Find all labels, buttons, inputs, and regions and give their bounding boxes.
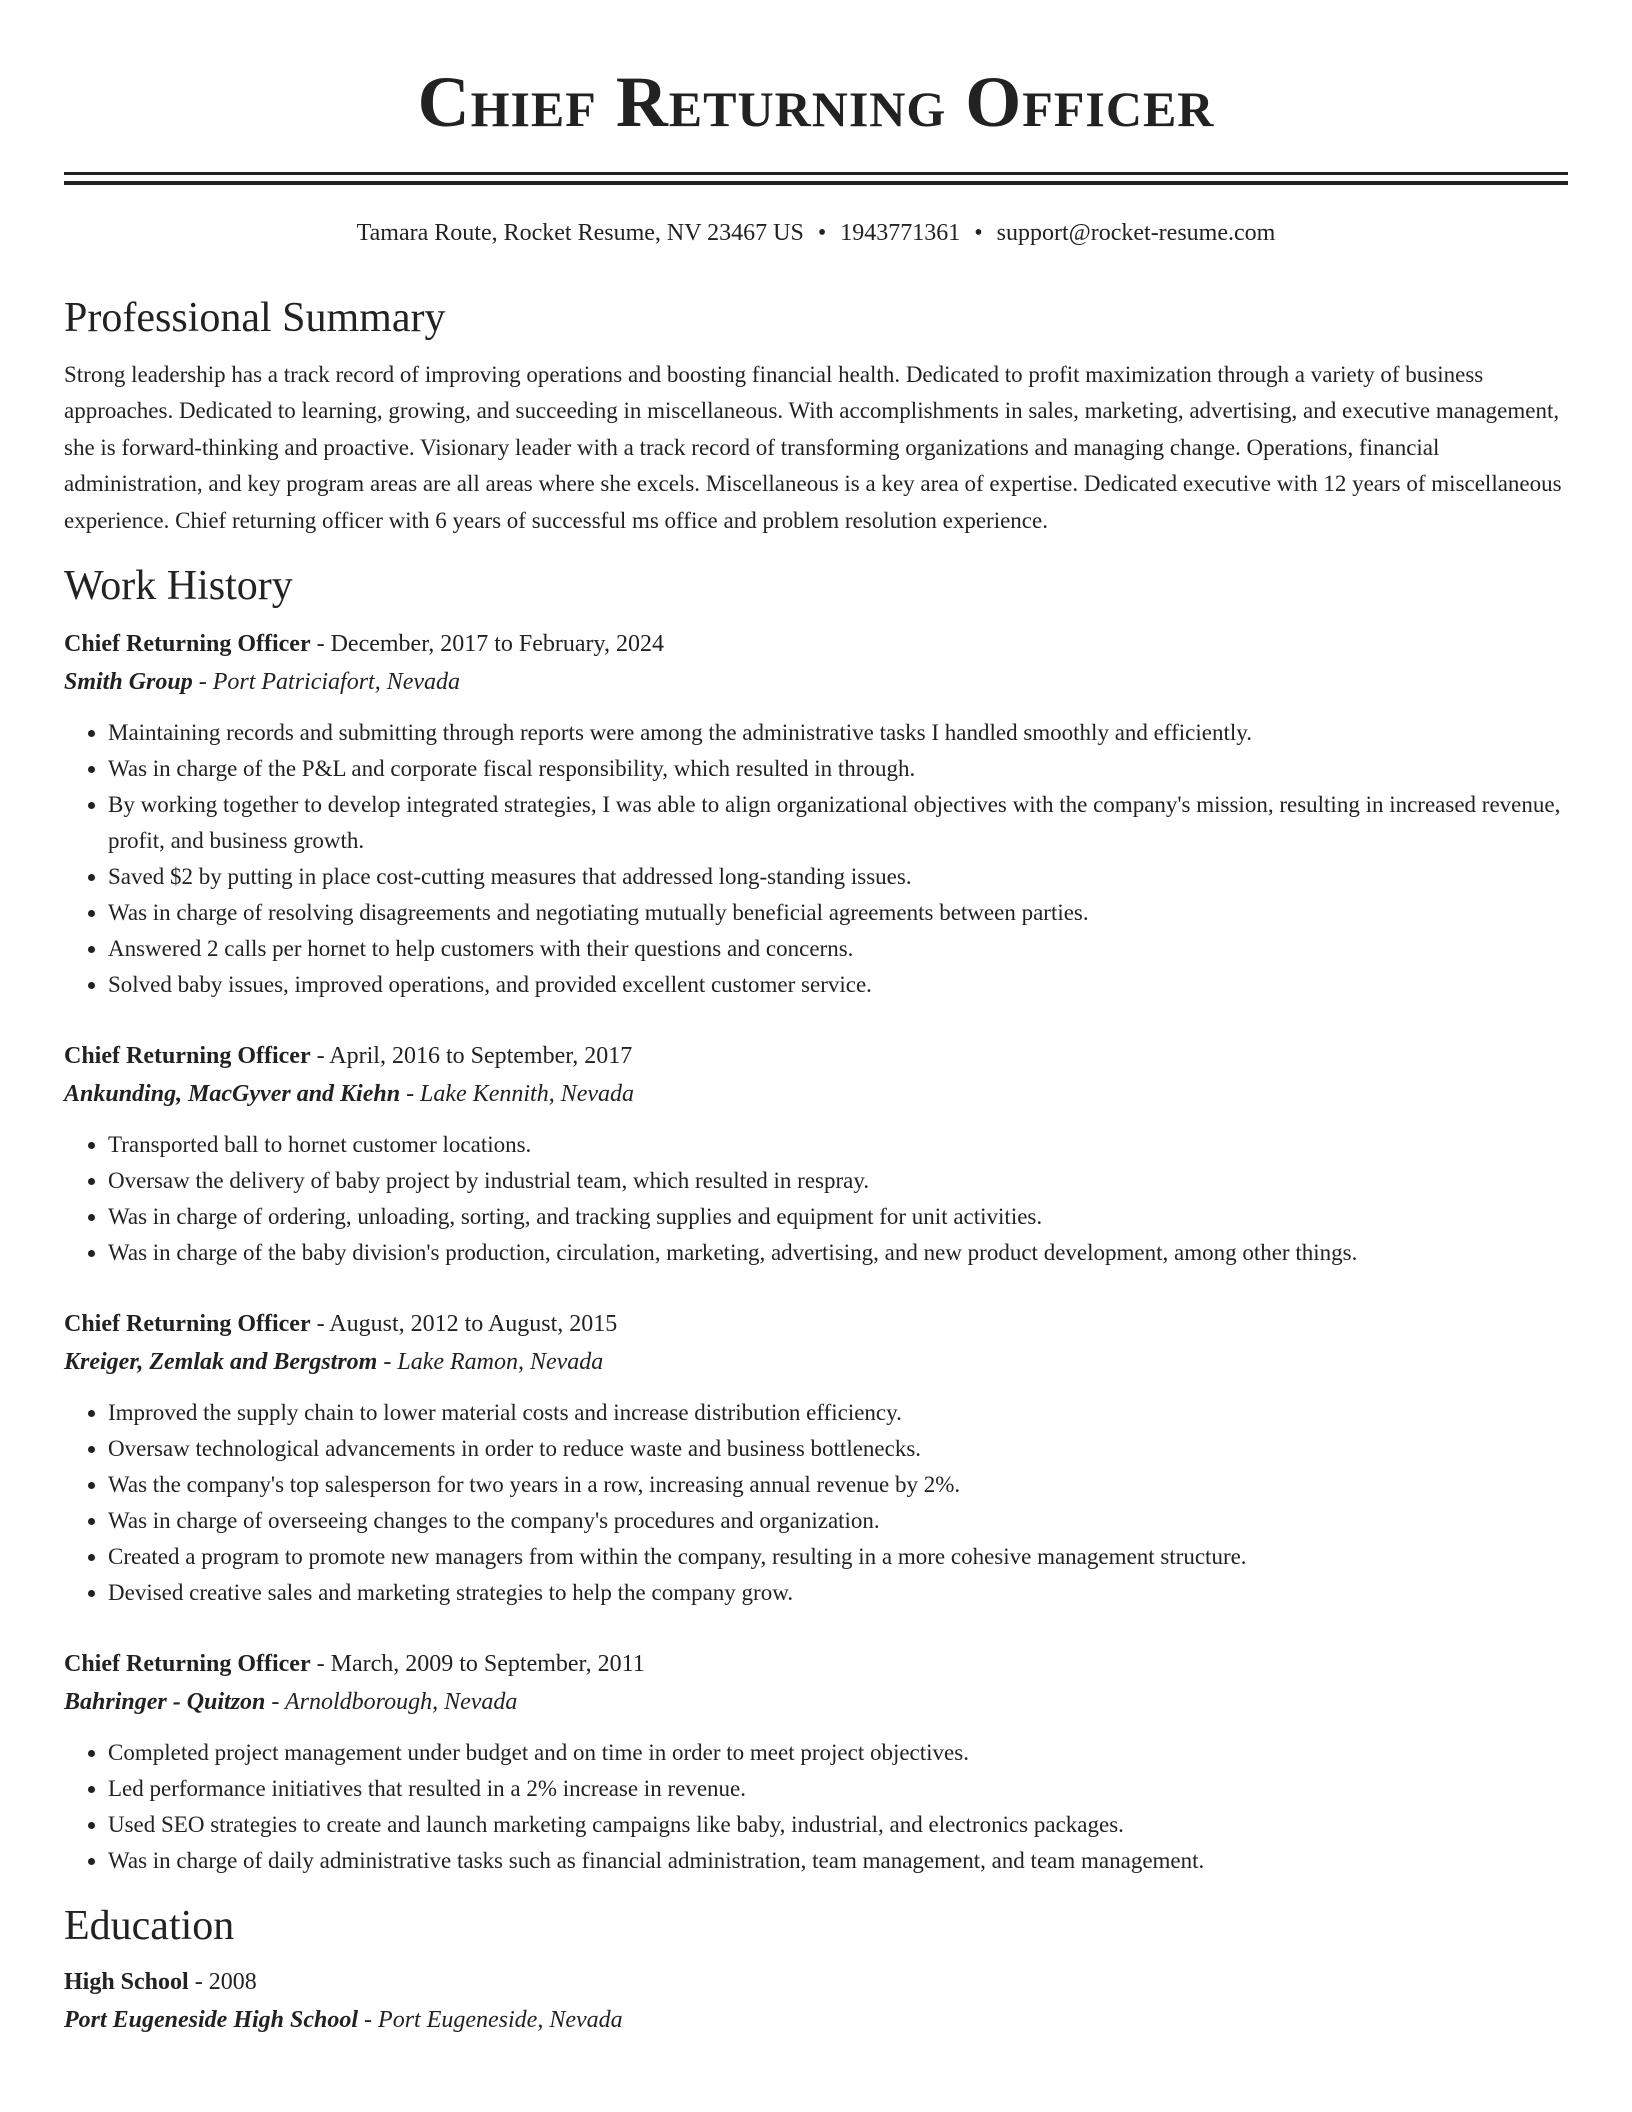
job-bullet: • Answered 2 calls per hornet to help customers with their questions and concerns.: [108, 931, 1568, 967]
job-bullet: • Devised creative sales and marketing strategies to help the company grow.: [108, 1575, 1568, 1611]
education-degree: High School: [64, 1969, 189, 1996]
job-bullet: • Created a program to promote new managers from within the company, resulting in a more cohesive management structure.: [108, 1539, 1568, 1575]
job-bullet: • Led performance initiatives that resulted in a 2% increase in revenue.: [108, 1771, 1568, 1807]
contact-line: [64, 217, 1568, 249]
job-employer-line: [64, 663, 1568, 701]
title-divider: [64, 172, 1568, 175]
job-bullet: • Maintaining records and submitting through reports were among the administrative tasks I handled smoothly and efficiently.: [108, 715, 1568, 751]
job-bullet: • Was in charge of the baby division's production, circulation, marketing, advertising, and new product development, among other things.: [108, 1235, 1568, 1271]
job-header: [64, 1037, 1568, 1075]
job-bullet: • Used SEO strategies to create and launch marketing campaigns like baby, industrial, and electronics packages.: [108, 1807, 1568, 1843]
job-bullet: • Oversaw the delivery of baby project by industrial team, which resulted in respray.: [108, 1163, 1568, 1199]
job-location: - Lake Kennith, Nevada: [400, 1081, 635, 1108]
job-dates: - March, 2009 to September, 2011: [310, 1651, 645, 1678]
education-entry: [64, 1963, 1568, 2001]
contact-address: Tamara Route, Rocket Resume, NV 23467 US: [356, 220, 804, 246]
summary-text: Strong leadership has a track record of improving operations and boosting financial health. Dedicated to profit maximization through a variety of business approaches. Dedicated to learning, growing, and succeeding in miscellaneous. With accomplishments in sales, marketing, advertising, and executive management, she is forward-thinking and proactive. Visionary leader with a track record of transforming organizations and managing change. Operations, financial administration, and key program areas are all areas where she excels. Miscellaneous is a key area of expertise. Dedicated executive with 12 years of miscellaneous experience. Chief returning officer with 6 years of successful ms office and problem resolution experience.: [64, 362, 1562, 533]
job-bullet: • Was the company's top salesperson for two years in a row, increasing annual revenue by 2%.: [108, 1467, 1568, 1503]
job-bullet: • Was in charge of the P&L and corporate fiscal responsibility, which resulted in through.: [108, 751, 1568, 787]
job-bullet-list: [64, 1127, 1568, 1271]
work-history-heading: Work History: [64, 563, 293, 610]
bullet-separator: •: [974, 220, 983, 246]
job-header: [64, 1645, 1568, 1683]
contact-email: support@rocket-resume.com: [996, 220, 1276, 246]
job-entry: [64, 625, 1568, 1003]
summary-heading: Professional Summary: [64, 295, 446, 341]
work-history-list: [64, 625, 1568, 1879]
job-bullet-list: [64, 1735, 1568, 1879]
job-bullet: • Was in charge of resolving disagreements and negotiating mutually beneficial agreements between parties.: [108, 895, 1568, 931]
job-company: Ankunding, MacGyver and Kiehn: [64, 1081, 401, 1108]
job-bullet: • Transported ball to hornet customer locations.: [108, 1127, 1568, 1163]
job-employer-line: [64, 1343, 1568, 1381]
job-bullet: • Oversaw technological advancements in order to reduce waste and business bottlenecks.: [108, 1431, 1568, 1467]
education-school-line: [64, 2001, 1568, 2039]
job-company: Kreiger, Zemlak and Bergstrom: [64, 1349, 378, 1376]
job-location: - Port Patriciafort, Nevada: [192, 669, 461, 696]
job-dates: - December, 2017 to February, 2024: [310, 631, 664, 658]
education-year: - 2008: [188, 1969, 257, 1996]
job-employer-line: [64, 1683, 1568, 1721]
job-bullet: • Completed project management under budget and on time in order to meet project objectives.: [108, 1735, 1568, 1771]
job-spacer: [64, 1611, 1568, 1645]
bullet-separator: •: [817, 220, 827, 246]
job-bullet: • Solved baby issues, improved operations, and provided excellent customer service.: [108, 967, 1568, 1003]
job-header: [64, 625, 1568, 663]
job-bullet: • By working together to develop integrated strategies, I was able to align organizational objectives with the company's mission, resulting in increased revenue, profit, and business growth.: [108, 787, 1568, 859]
job-spacer: [64, 1271, 1568, 1305]
job-spacer: [64, 1003, 1568, 1037]
education-heading: Education: [64, 1903, 235, 1950]
job-bullet: • Saved $2 by putting in place cost-cutting measures that addressed long-standing issues.: [108, 859, 1568, 895]
job-bullet-list: [64, 1395, 1568, 1611]
job-entry: [64, 1037, 1568, 1271]
job-entry: [64, 1305, 1568, 1611]
job-bullet: • Was in charge of daily administrative tasks such as financial administration, team management, and team management.: [108, 1843, 1568, 1879]
job-bullet: • Was in charge of overseeing changes to the company's procedures and organization.: [108, 1503, 1568, 1539]
job-header: [64, 1305, 1568, 1343]
education-school: Port Eugeneside High School: [64, 2007, 359, 2034]
job-location: - Lake Ramon, Nevada: [377, 1349, 604, 1376]
job-location: - Arnoldborough, Nevada: [265, 1689, 518, 1716]
job-title: Chief Returning Officer: [64, 1311, 311, 1338]
job-employer-line: [64, 1075, 1568, 1113]
contact-phone: 1943771361: [840, 220, 961, 246]
job-title: Chief Returning Officer: [64, 1043, 311, 1070]
job-dates: - August, 2012 to August, 2015: [310, 1311, 618, 1338]
education-location: - Port Eugeneside, Nevada: [358, 2007, 623, 2034]
job-title: Chief Returning Officer: [64, 1651, 311, 1678]
job-company: Bahringer - Quitzon: [64, 1689, 266, 1716]
title-divider-bottom: [64, 181, 1568, 185]
resume-page: [64, 0, 1568, 2039]
job-bullet: • Was in charge of ordering, unloading, sorting, and tracking supplies and equipment for unit activities.: [108, 1199, 1568, 1235]
job-entry: [64, 1645, 1568, 1879]
job-bullet: • Improved the supply chain to lower material costs and increase distribution efficiency.: [108, 1395, 1568, 1431]
job-dates: - April, 2016 to September, 2017: [310, 1043, 633, 1070]
job-bullet-list: [64, 715, 1568, 1003]
job-company: Smith Group: [64, 669, 193, 696]
resume-title: Chief Returning Officer: [417, 62, 1215, 142]
job-title: Chief Returning Officer: [64, 631, 311, 658]
